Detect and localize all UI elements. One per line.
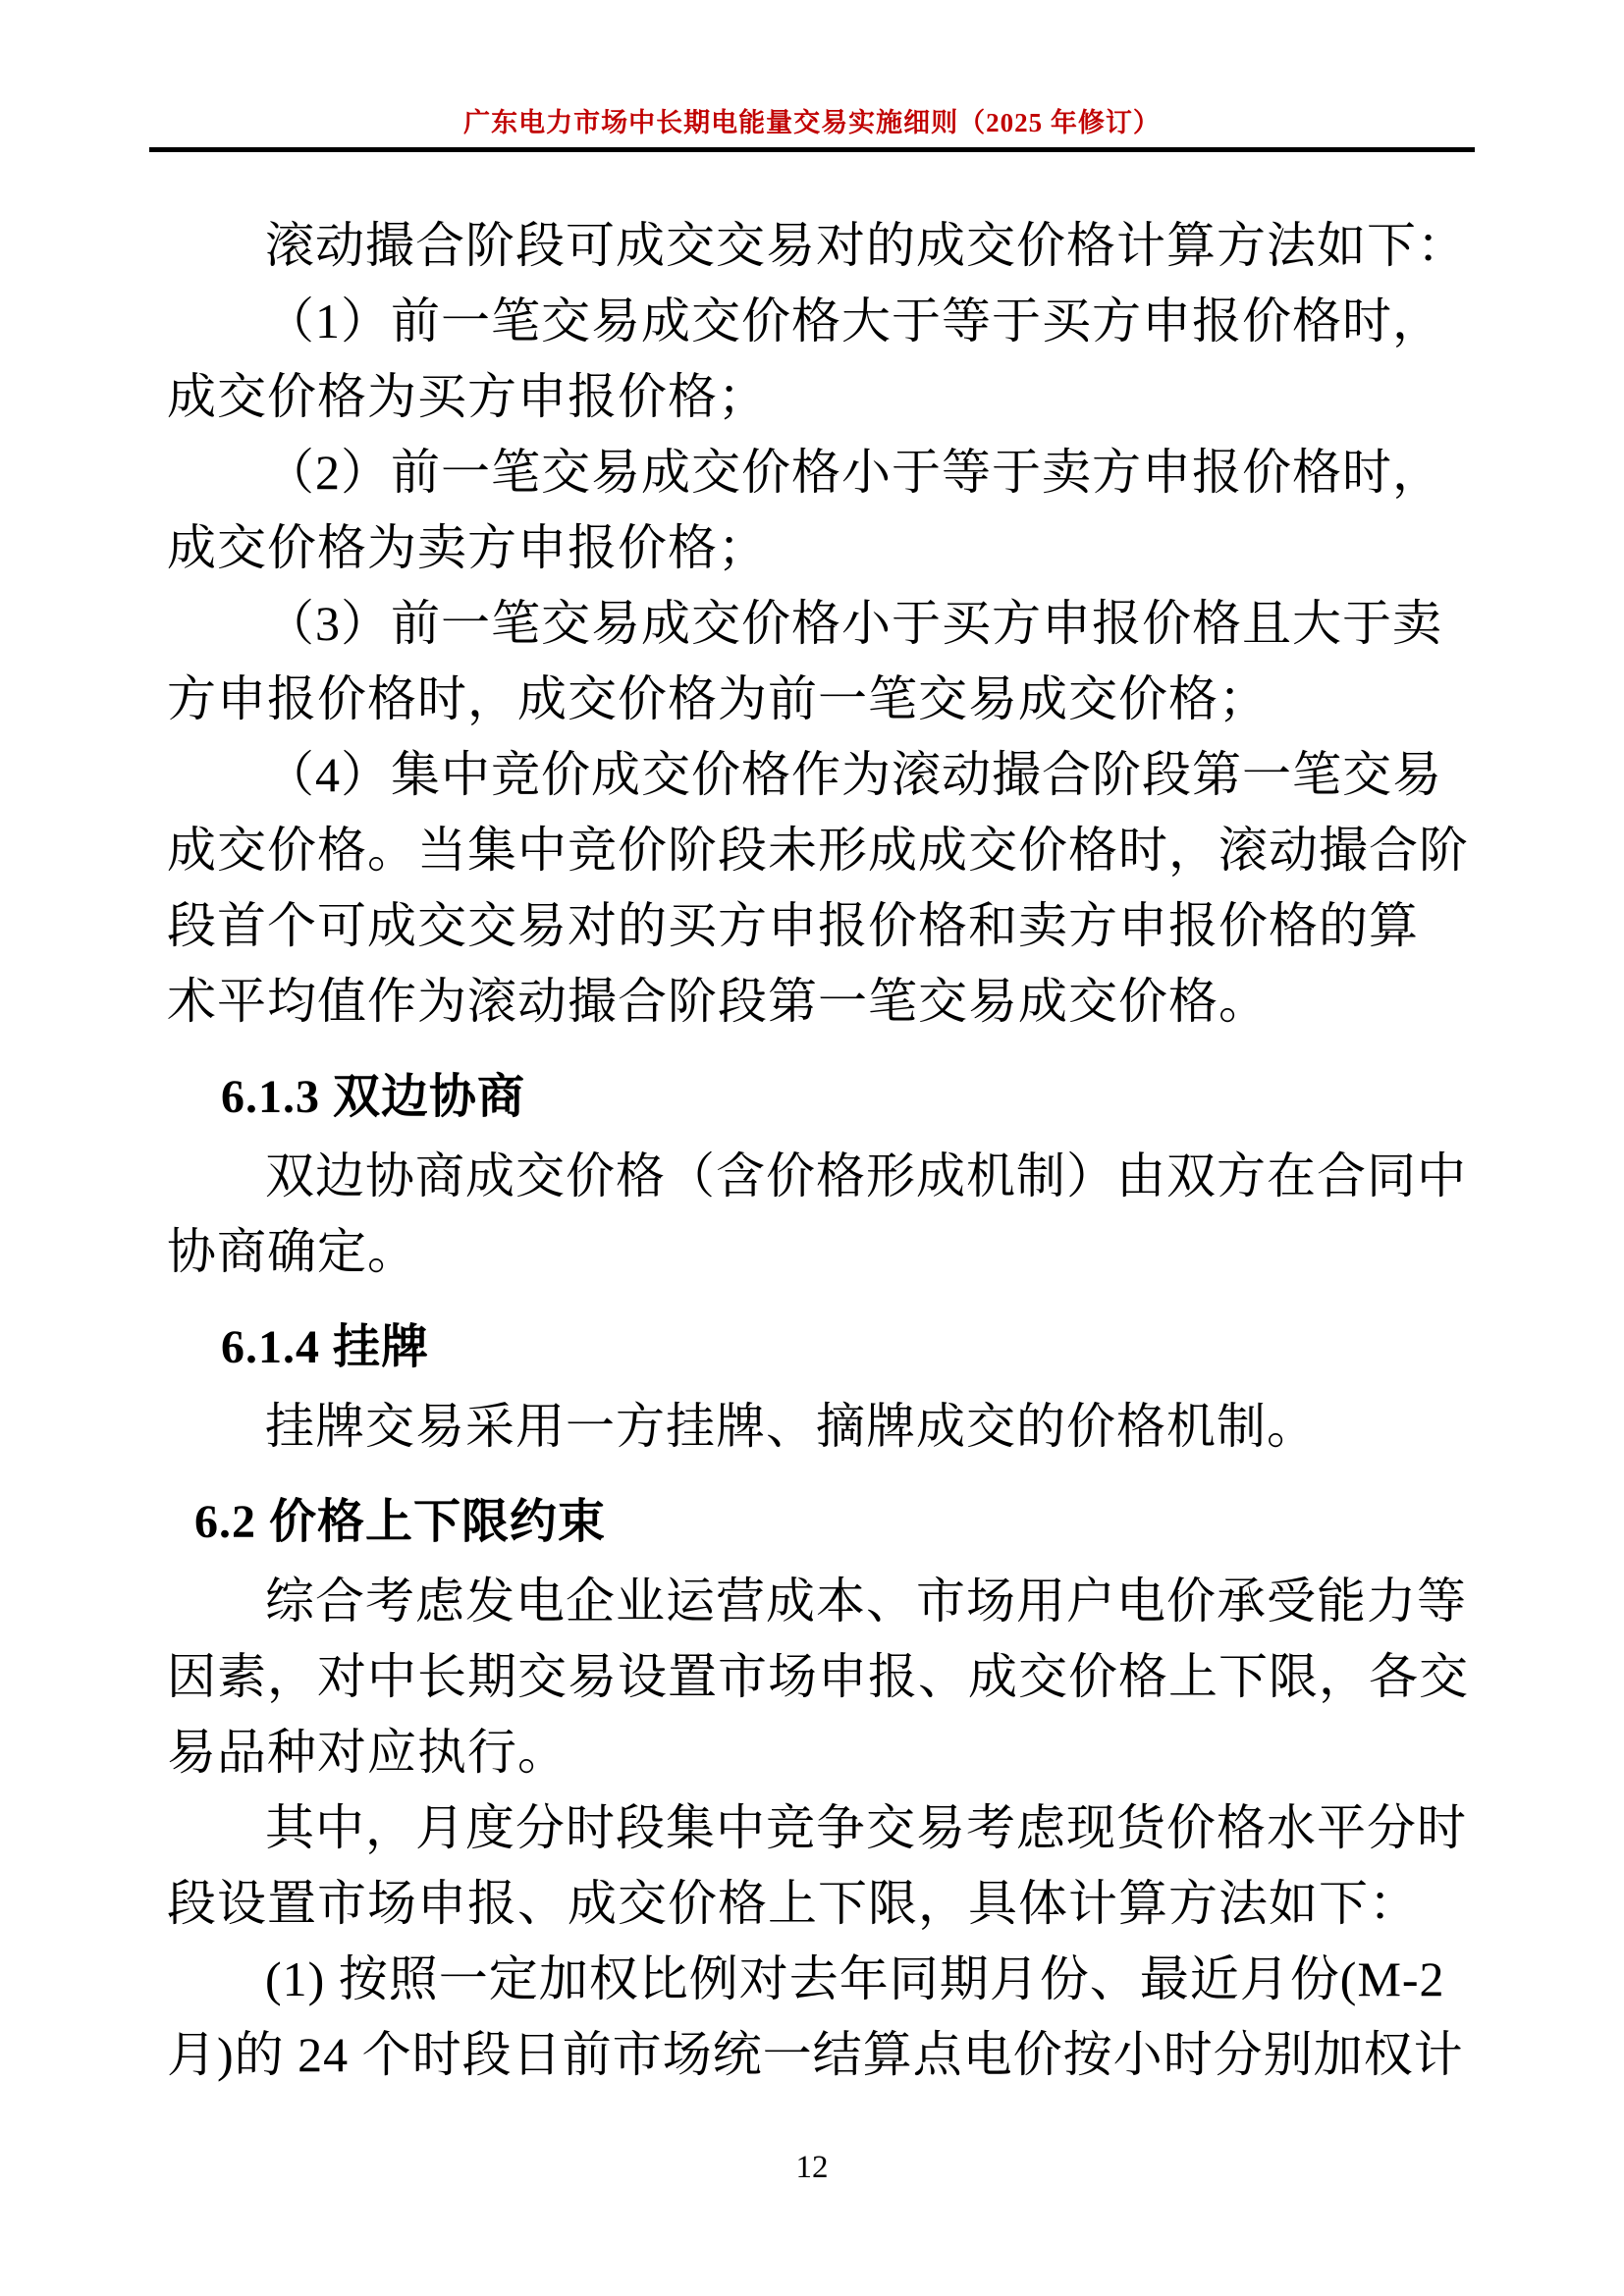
body-line: （1）前一笔交易成交价格大于等于买方申报价格时， — [265, 294, 1442, 348]
page-number: 12 — [795, 2150, 829, 2185]
body-line: 成交价格为买方申报价格； — [167, 369, 768, 424]
body-line: （2）前一笔交易成交价格小于等于卖方申报价格时， — [265, 445, 1442, 500]
body-line: 滚动撮合阶段可成交交易对的成交价格计算方法如下： — [265, 218, 1467, 273]
header-title: 广东电力市场中长期电能量交易实施细则（2025 年修订） — [463, 108, 1161, 137]
body-line: 方申报价格时，成交价格为前一笔交易成交价格； — [167, 671, 1269, 726]
body-line: 双边协商成交价格（含价格形成机制）由双方在合同中 — [265, 1148, 1467, 1203]
header-rule — [149, 147, 1475, 152]
body-line: 易品种对应执行。 — [167, 1725, 568, 1780]
document-body — [167, 208, 1469, 2093]
body-line: 其中，月度分时段集中竞争交易考虑现货价格水平分时 — [265, 1800, 1467, 1855]
section-heading: 6.1.3 双边协商 — [221, 1071, 526, 1123]
body-line: 综合考虑发电企业运营成本、市场用户电价承受能力等 — [265, 1574, 1467, 1629]
body-line: （4）集中竞价成交价格作为滚动撮合阶段第一笔交易 — [265, 747, 1442, 802]
body-line: 因素，对中长期交易设置市场申报、成交价格上下限，各交 — [167, 1649, 1469, 1704]
body-line: 术平均值作为滚动撮合阶段第一笔交易成交价格。 — [167, 974, 1269, 1029]
body-line: 段设置市场申报、成交价格上下限，具体计算方法如下： — [167, 1876, 1419, 1931]
body-line: 挂牌交易采用一方挂牌、摘牌成交的价格机制。 — [265, 1399, 1317, 1454]
page-header — [149, 106, 1475, 152]
body-line: 成交价格为卖方申报价格； — [167, 520, 768, 575]
body-line: 成交价格。当集中竞价阶段未形成成交价格时，滚动撮合阶 — [167, 823, 1469, 878]
page-footer — [0, 2148, 1624, 2187]
body-line: （3）前一笔交易成交价格小于买方申报价格且大于卖 — [265, 596, 1442, 651]
body-line: (1) 按照一定加权比例对去年同期月份、最近月份(M-2 — [265, 1951, 1445, 2006]
body-line: 段首个可成交交易对的买方申报价格和卖方申报价格的算 — [167, 898, 1419, 953]
body-line: 协商确定。 — [167, 1224, 417, 1279]
section-heading: 6.1.4 挂牌 — [221, 1321, 430, 1373]
body-line: 月)的 24 个时段日前市场统一结算点电价按小时分别加权计 — [167, 2027, 1464, 2082]
section-heading: 6.2 价格上下限约束 — [194, 1496, 607, 1548]
